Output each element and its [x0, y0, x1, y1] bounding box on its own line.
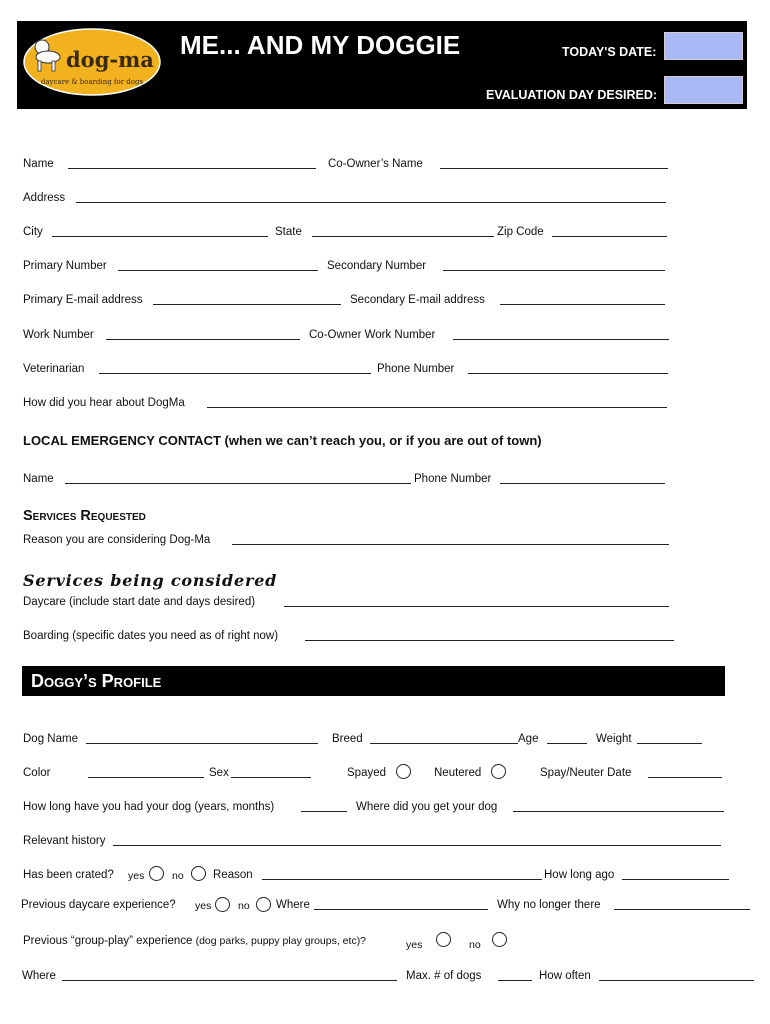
- boarding-field[interactable]: [305, 640, 674, 641]
- logo-tagline: daycare & boarding for dogs: [40, 78, 144, 86]
- crated-reason-field[interactable]: [262, 879, 542, 880]
- history-label: Relevant history: [23, 835, 106, 847]
- services-considered-heading: Services being considered: [23, 571, 278, 590]
- breed-field[interactable]: [370, 743, 518, 744]
- emergency-name-field[interactable]: [65, 483, 411, 484]
- prev-daycare-yes-radio[interactable]: [215, 897, 230, 912]
- history-field[interactable]: [113, 845, 721, 846]
- crated-yes-label: yes: [128, 870, 145, 882]
- services-requested-heading: Services Requested: [23, 508, 146, 524]
- spay-date-field[interactable]: [648, 777, 722, 778]
- max-dogs-label: Max. # of dogs: [406, 970, 482, 982]
- spayed-label: Spayed: [347, 767, 387, 779]
- group-play-no-label: no: [469, 939, 481, 951]
- address-field[interactable]: [76, 202, 666, 203]
- state-field[interactable]: [312, 236, 494, 237]
- crated-reason-label: Reason: [213, 869, 253, 881]
- todays-date-label: TODAY'S DATE:: [562, 45, 657, 59]
- color-label: Color: [23, 767, 51, 779]
- boarding-label: Boarding (specific dates you need as of right now): [23, 630, 279, 642]
- how-heard-field[interactable]: [207, 407, 667, 408]
- todays-date-field[interactable]: [664, 32, 743, 60]
- co-owner-name-field[interactable]: [440, 168, 668, 169]
- crated-label: Has been crated?: [23, 869, 114, 881]
- primary-email-field[interactable]: [153, 304, 341, 305]
- evaluation-day-label: EVALUATION DAY DESIRED:: [486, 88, 658, 102]
- primary-number-label: Primary Number: [23, 260, 107, 272]
- how-often-label: How often: [539, 970, 591, 982]
- where-get-field[interactable]: [513, 811, 724, 812]
- secondary-number-label: Secondary Number: [327, 260, 427, 272]
- why-no-longer-field[interactable]: [614, 909, 750, 910]
- breed-label: Breed: [332, 733, 363, 745]
- reason-label: Reason you are considering Dog-Ma: [23, 534, 211, 546]
- why-no-longer-label: Why no longer there: [497, 899, 601, 911]
- profile-heading: Doggy’s Profile: [31, 671, 162, 691]
- prev-daycare-no-label: no: [238, 900, 250, 912]
- prev-daycare-label: Previous daycare experience?: [21, 899, 176, 911]
- how-often-field[interactable]: [599, 980, 754, 981]
- secondary-email-label: Secondary E-mail address: [350, 294, 485, 306]
- city-label: City: [23, 226, 43, 238]
- address-label: Address: [23, 192, 66, 204]
- prev-daycare-where-field[interactable]: [314, 909, 488, 910]
- spay-date-label: Spay/Neuter Date: [540, 767, 632, 779]
- co-owner-work-number-field[interactable]: [453, 339, 669, 340]
- daycare-label: Daycare (include start date and days desired): [23, 596, 256, 608]
- emergency-name-label: Name: [23, 473, 54, 485]
- weight-field[interactable]: [637, 743, 702, 744]
- how-long-ago-label: How long ago: [544, 869, 615, 881]
- how-long-field[interactable]: [301, 811, 347, 812]
- age-label: Age: [518, 733, 539, 745]
- veterinarian-label: Veterinarian: [23, 363, 85, 375]
- evaluation-day-field[interactable]: [664, 76, 743, 104]
- work-number-field[interactable]: [106, 339, 300, 340]
- sex-field[interactable]: [231, 777, 311, 778]
- dog-name-field[interactable]: [86, 743, 318, 744]
- group-where-field[interactable]: [62, 980, 397, 981]
- logo-text: dog-ma: [66, 47, 154, 72]
- work-number-label: Work Number: [23, 329, 94, 341]
- primary-number-field[interactable]: [118, 270, 318, 271]
- neutered-radio[interactable]: [491, 764, 506, 779]
- co-owner-work-number-label: Co-Owner Work Number: [309, 329, 436, 341]
- max-dogs-field[interactable]: [498, 980, 532, 981]
- daycare-field[interactable]: [284, 606, 669, 607]
- secondary-email-field[interactable]: [500, 304, 665, 305]
- crated-yes-radio[interactable]: [149, 866, 164, 881]
- zip-label: Zip Code: [497, 226, 544, 238]
- group-play-label: [23, 934, 366, 948]
- vet-phone-label: Phone Number: [377, 363, 455, 375]
- neutered-label: Neutered: [434, 767, 482, 779]
- emergency-heading: LOCAL EMERGENCY CONTACT (when we can’t reach you, or if you are out of town): [23, 433, 542, 448]
- how-long-ago-field[interactable]: [622, 879, 729, 880]
- dogma-logo: [22, 27, 162, 97]
- primary-email-label: Primary E-mail address: [23, 294, 143, 306]
- age-field[interactable]: [547, 743, 587, 744]
- emergency-phone-field[interactable]: [500, 483, 665, 484]
- vet-phone-field[interactable]: [468, 373, 668, 374]
- weight-label: Weight: [596, 733, 632, 745]
- group-play-yes-radio[interactable]: [436, 932, 451, 947]
- color-field[interactable]: [88, 777, 204, 778]
- group-play-note: (dog parks, puppy play groups, etc)?: [195, 935, 367, 947]
- name-field[interactable]: [68, 168, 316, 169]
- how-long-label: How long have you had your dog (years, months): [23, 801, 275, 813]
- zip-field[interactable]: [552, 236, 667, 237]
- group-play-no-radio[interactable]: [492, 932, 507, 947]
- sex-label: Sex: [209, 767, 229, 779]
- form-title: ME... AND MY DOGGIE: [180, 30, 461, 60]
- co-owner-name-label: Co-Owner’s Name: [328, 158, 423, 170]
- crated-no-radio[interactable]: [191, 866, 206, 881]
- dog-name-label: Dog Name: [23, 733, 78, 745]
- veterinarian-field[interactable]: [99, 373, 371, 374]
- prev-daycare-yes-label: yes: [195, 900, 212, 912]
- prev-daycare-where-label: Where: [276, 899, 310, 911]
- group-where-label: Where: [22, 970, 56, 982]
- group-play-text: Previous “group-play” experience: [23, 935, 193, 947]
- spayed-radio[interactable]: [396, 764, 411, 779]
- how-heard-label: How did you hear about DogMa: [23, 397, 185, 409]
- secondary-number-field[interactable]: [443, 270, 665, 271]
- name-label: Name: [23, 158, 54, 170]
- emergency-phone-label: Phone Number: [414, 473, 492, 485]
- prev-daycare-no-radio[interactable]: [256, 897, 271, 912]
- city-field[interactable]: [52, 236, 268, 237]
- group-play-yes-label: yes: [406, 939, 423, 951]
- state-label: State: [275, 226, 302, 238]
- where-get-label: Where did you get your dog: [356, 801, 498, 813]
- reason-field[interactable]: [232, 544, 669, 545]
- crated-no-label: no: [172, 870, 184, 882]
